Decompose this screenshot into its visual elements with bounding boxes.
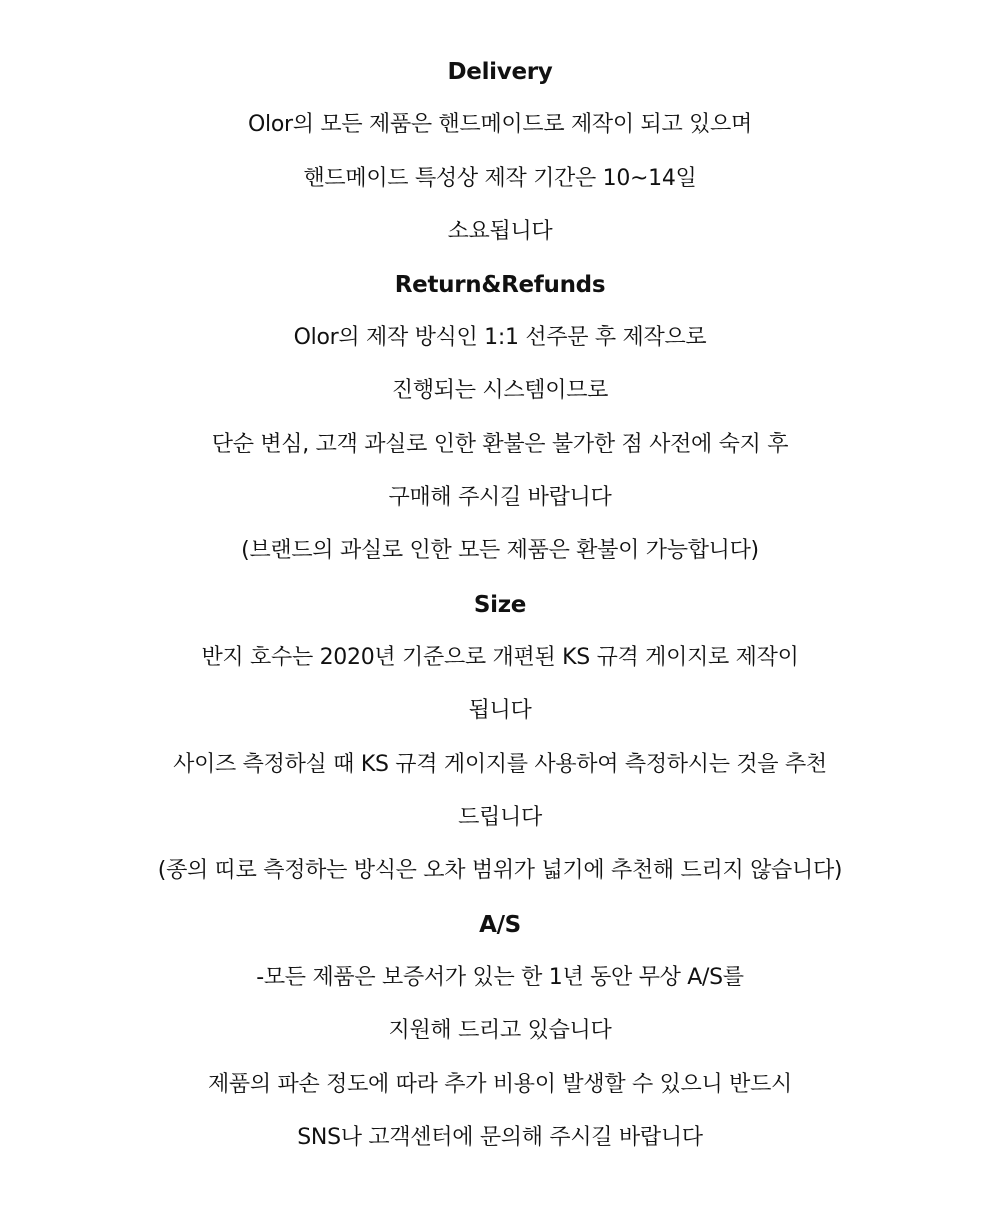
delivery-heading: Delivery	[447, 59, 553, 85]
returns-line-1: Olor의 제작 방식인 1:1 선주문 후 제작으로	[293, 325, 707, 350]
size-line-1: 반지 호수는 2020년 기준으로 개편된 KS 규격 게이지로 제작이	[201, 645, 799, 670]
delivery-line-3: 소요됩니다	[447, 219, 553, 244]
size-line-3: 사이즈 측정하실 때 KS 규격 게이지를 사용하여 측정하시는 것을 추천	[173, 752, 827, 777]
returns-line-5: (브랜드의 과실로 인한 모든 제품은 환불이 가능합니다)	[241, 538, 759, 563]
size-heading: Size	[473, 592, 527, 618]
size-line-4: 드립니다	[458, 805, 542, 830]
as-line-3: 제품의 파손 정도에 따라 추가 비용이 발생할 수 있으니 반드시	[207, 1072, 793, 1097]
returns-line-3: 단순 변심, 고객 과실로 인한 환불은 불가한 점 사전에 숙지 후	[211, 432, 789, 457]
delivery-line-2: 핸드메이드 특성상 제작 기간은 10~14일	[303, 166, 697, 191]
as-line-2: 지원해 드리고 있습니다	[388, 1018, 612, 1043]
returns-heading: Return&Refunds	[394, 272, 606, 298]
size-line-5: (종의 띠로 측정하는 방식은 오차 범위가 넓기에 추천해 드리지 않습니다)	[157, 858, 843, 883]
size-line-2: 됩니다	[468, 698, 532, 723]
as-line-1: -모든 제품은 보증서가 있는 한 1년 동안 무상 A/S를	[256, 965, 744, 990]
returns-line-4: 구매해 주시길 바랍니다	[388, 485, 612, 510]
returns-line-2: 진행되는 시스템이므로	[391, 378, 609, 403]
as-line-4: SNS나 고객센터에 문의해 주시길 바랍니다	[297, 1125, 703, 1150]
delivery-line-1: Olor의 모든 제품은 핸드메이드로 제작이 되고 있으며	[248, 112, 752, 137]
as-heading: A/S	[479, 912, 521, 938]
